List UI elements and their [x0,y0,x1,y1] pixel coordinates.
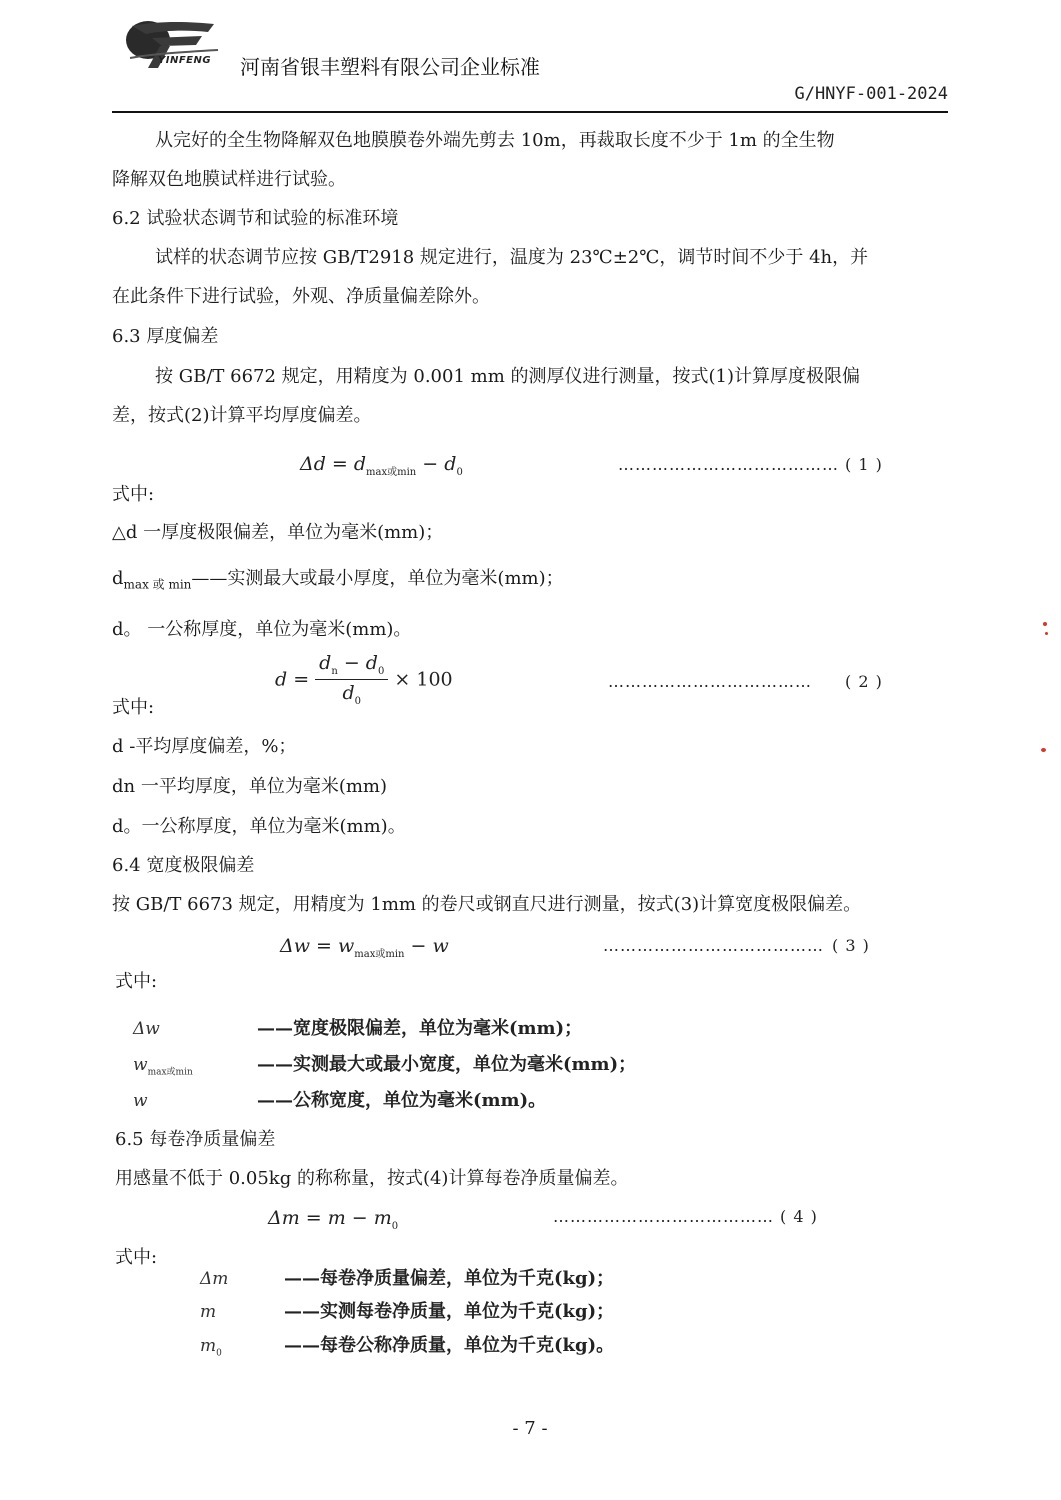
section-6-4-line-1: 按 GB/T 6673 规定，用精度为 1mm 的卷尺或钢直尺进行测量，按式(3)计算宽度极限偏差。 [112,894,862,915]
formula-1-number: ( 1 ) [845,455,883,474]
def-symbol [200,1269,284,1291]
section-6-2-line-1: 试样的状态调节应按 GB/T2918 规定进行，温度为 23℃±2℃，调节时间不少于 4h，并 [155,247,869,268]
formula-3-def-1 [133,1014,582,1041]
def-2-symbol: d [112,568,124,589]
num-b: − d [337,652,378,674]
intro-line-1: 从完好的全生物降解双色地膜膜卷外端先剪去 10m，再裁取长度不少于 1m 的全生物 [155,130,835,151]
section-6-5-line-1: 用感量不低于 0.05kg 的称称量，按式(4)计算每卷净质量偏差。 [115,1168,629,1189]
den: d [342,681,355,704]
formula-4-def-3 [200,1331,614,1358]
def-symbol [133,1019,257,1041]
section-6-3-title: 6.3 厚度偏差 [112,326,219,347]
header-rule [112,111,948,113]
def-symbol [133,1055,257,1077]
def-2-text: ——实测最大或最小厚度，单位为毫米(mm)； [191,568,564,589]
formula-2-number: ( 2 ) [845,672,883,691]
standard-number: G/HNYF-001-2024 [794,84,948,104]
def-text: ——每卷公称净质量，单位为千克(kg)。 [284,1335,615,1356]
formula-2-leader: ……………………………… [608,672,812,691]
section-6-4-title: 6.4 宽度极限偏差 [112,855,255,876]
def-sym-main: w [133,1091,148,1111]
edge-mark [1045,632,1048,635]
formula-4-def-2 [200,1297,614,1324]
formula-1 [300,453,463,478]
edge-mark [1041,748,1046,752]
formula-1-leader: ………………………………… [618,455,839,474]
formula-2-fraction [315,652,388,707]
intro-line-2: 降解双色地膜试样进行试验。 [112,169,346,190]
formula-2-denominator [315,680,388,707]
def-sym-main: Δw [133,1019,160,1039]
formula-3-def-3 [133,1086,546,1113]
formula-2 [275,652,453,707]
edge-mark [1043,622,1047,626]
den-sub: 0 [354,695,362,707]
formula-4-lhs: Δm = m − m [268,1207,392,1229]
formula-1-rhs: − d [416,453,457,475]
def-sym-main: Δm [200,1269,229,1289]
logo-text: YINFENG [158,55,212,66]
formula-1-lhs: Δd = d [300,453,367,475]
formula-3 [280,935,449,960]
where-label-2: 式中: [112,697,155,718]
def-text: ——宽度极限偏差，单位为毫米(mm)； [257,1018,583,1039]
num-b-sub: 0 [377,665,385,677]
section-6-3-line-1: 按 GB/T 6672 规定，用精度为 0.001 mm 的测厚仪进行测量，按式(1)计算厚度极限偏 [155,366,860,387]
company-standard-title: 河南省银丰塑料有限公司企业标准 [240,55,540,79]
def-symbol [200,1302,284,1324]
def-symbol [133,1091,257,1113]
def-symbol [200,1336,284,1358]
formula-3-leader: ………………………………… [603,936,824,955]
def-text: ——每卷净质量偏差，单位为千克(kg)； [284,1268,615,1289]
def-text: ——公称宽度，单位为毫米(mm)。 [257,1090,547,1111]
where-label-1: 式中: [112,484,155,505]
where-label-3: 式中: [115,971,158,992]
formula-3-lhs: Δw = w [280,935,355,957]
where-label-4: 式中: [115,1247,158,1268]
section-6-2-line-2: 在此条件下进行试验，外观、净质量偏差除外。 [112,286,490,307]
def-sym-sub: max或min [147,1067,193,1078]
formula-4-number: ( 4 ) [780,1207,818,1226]
def-2-subscript: max 或 min [123,577,192,592]
section-6-2-title: 6.2 试验状态调节和试验的标准环境 [112,208,399,229]
formula-4-sub: 0 [391,1220,399,1232]
formula-3-rhs: − w [404,935,449,957]
formula-4-def-1 [200,1264,614,1291]
formula-4 [268,1207,398,1232]
formula-2-numerator [315,652,388,680]
formula-1-def-2 [112,568,564,596]
formula-2-tail: × 100 [394,668,453,691]
def-sym-sub: 0 [216,1348,222,1359]
formula-2-def-1: d -平均厚度偏差，%； [112,736,297,757]
formula-3-def-2 [133,1050,636,1077]
def-sym-main: m [200,1336,217,1356]
formula-1-sub: max或min [366,466,417,478]
def-text: ——实测最大或最小宽度，单位为毫米(mm)； [257,1054,637,1075]
formula-3-sub: max或min [354,948,405,960]
formula-4-leader: ………………………………… [553,1207,774,1226]
formula-1-def-3: d。 一公称厚度，单位为毫米(mm)。 [112,619,412,640]
def-text: ——实测每卷净质量，单位为千克(kg)； [284,1301,615,1322]
formula-1-sub0: 0 [456,466,463,478]
page-number: - 7 - [512,1418,548,1439]
formula-2-def-3: d。一公称厚度，单位为毫米(mm)。 [112,816,406,837]
formula-1-def-1: △d 一厚度极限偏差，单位为毫米(mm)； [112,522,444,543]
section-6-3-line-2: 差，按式(2)计算平均厚度偏差。 [112,405,372,426]
formula-3-number: ( 3 ) [832,936,870,955]
formula-2-def-2: dn 一平均厚度，单位为毫米(mm) [112,776,388,797]
formula-2-lhs: d = [275,668,310,691]
def-sym-main: m [200,1302,217,1322]
section-6-5-title: 6.5 每卷净质量偏差 [115,1129,276,1150]
def-sym-main: w [133,1055,148,1075]
num-a: d [319,652,332,674]
num-a-sub: n [331,665,338,677]
